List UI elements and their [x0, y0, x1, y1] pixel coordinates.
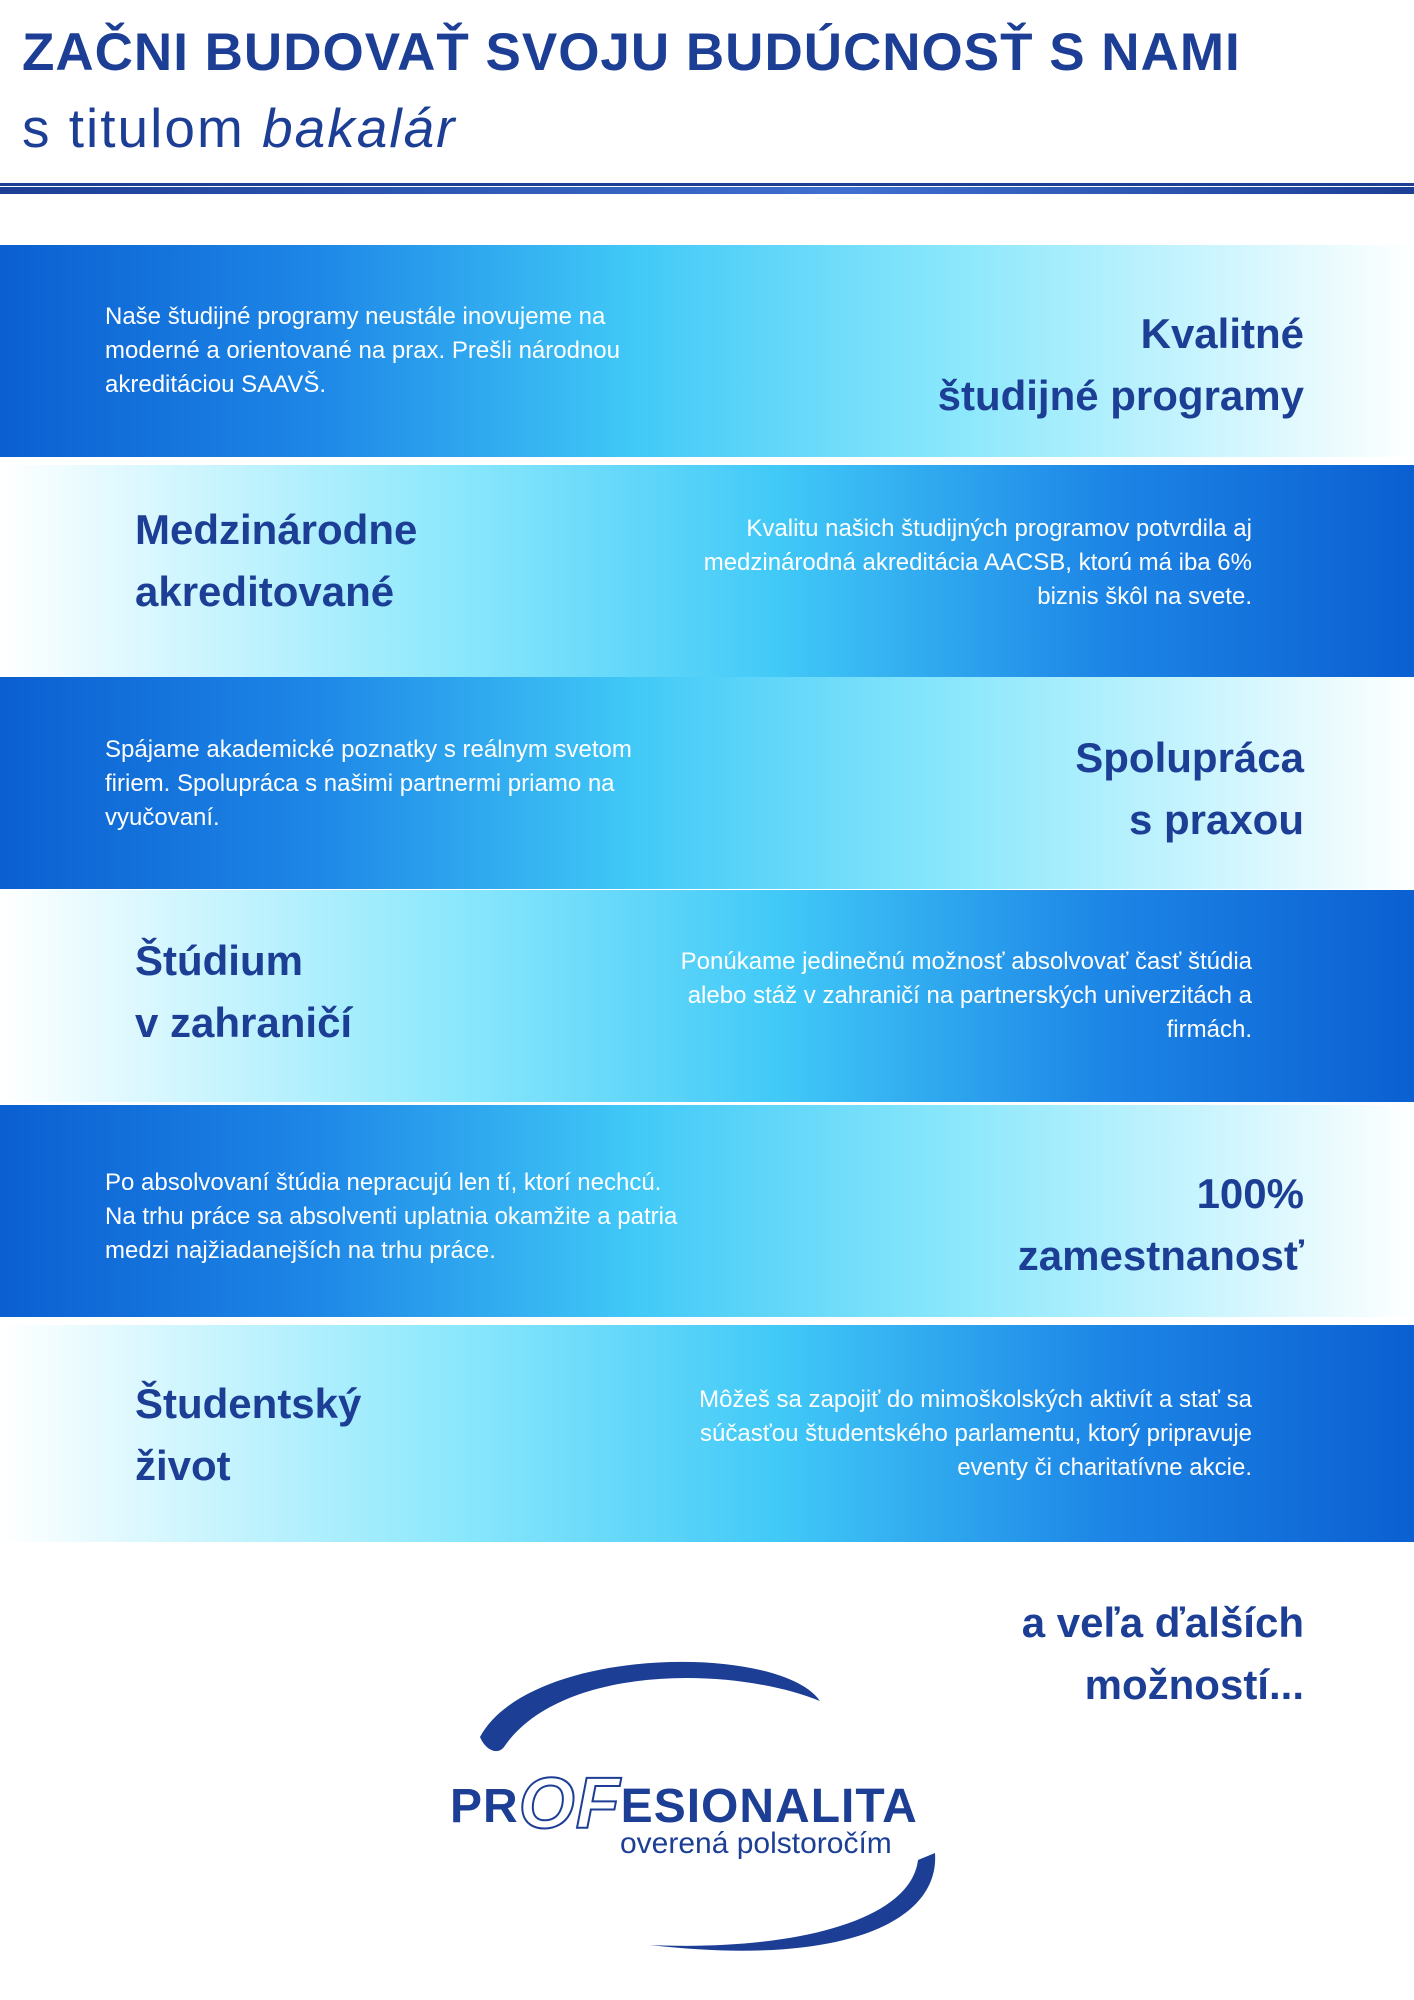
- band-heading: [1018, 1163, 1304, 1287]
- subtitle-emphasis: bakalár: [262, 97, 457, 159]
- band-description: Spájame akademické poznatky s reálnym svetom firiem. Spolupráca s našimi partnermi priamo na vyučovaní.: [105, 736, 632, 831]
- band-heading: [938, 303, 1304, 427]
- band-heading: [135, 1373, 361, 1497]
- band-heading-line1: Štúdium: [135, 937, 303, 984]
- band-heading-line1: Študentský: [135, 1380, 362, 1427]
- band-heading-line1: Medzinárodne: [135, 506, 418, 553]
- band-heading: [1075, 727, 1304, 851]
- band-description: Po absolvovaní štúdia nepracujú len tí, ktorí nechcú. Na trhu práce sa absolventi uplatnia okamžite a patria medzi najžiadanejších na trhu práce.: [105, 1169, 678, 1264]
- band-heading-line2: v zahraničí: [135, 999, 353, 1046]
- band-heading-line1: Kvalitné: [1140, 310, 1304, 357]
- header-divider-thin: [0, 183, 1414, 186]
- band-heading-line2: s praxou: [1128, 796, 1304, 843]
- header-divider-thick: [0, 187, 1414, 194]
- band-practice-cooperation: [0, 677, 1414, 889]
- page-subtitle: [22, 98, 456, 159]
- page-title: ZAČNI BUDOVAŤ SVOJU BUDÚCNOSŤ S NAMI: [22, 23, 1241, 82]
- page-header: [0, 0, 1414, 195]
- subtitle-prefix: s titulom: [22, 97, 263, 159]
- logo-prefix: PR: [450, 1780, 519, 1833]
- band-heading-line2: zamestnanosť: [1017, 1232, 1304, 1279]
- band-quality-programs: [0, 245, 1414, 457]
- band-heading-line2: študijné programy: [937, 372, 1304, 419]
- band-heading-line1: 100%: [1196, 1170, 1304, 1217]
- band-student-life: [0, 1325, 1414, 1542]
- closing-line2: možností...: [1084, 1661, 1304, 1708]
- logo-tagline: overená polstoročím: [620, 1827, 892, 1860]
- band-description: Naše študijné programy neustále inovujeme na moderné a orientované na prax. Prešli národnou akreditáciou SAAVŠ.: [105, 303, 620, 398]
- band-description: Ponúkame jedinečnú možnosť absolvovať časť štúdia alebo stáž v zahraničí na partnerských univerzitách a firmách.: [680, 948, 1252, 1043]
- band-description: Kvalitu našich študijných programov potvrdila aj medzinárodná akreditácia AACSB, ktorú má iba 6% biznis škôl na svete.: [703, 515, 1252, 610]
- closing-text: [1022, 1592, 1304, 1716]
- band-employment: [0, 1105, 1414, 1317]
- band-international-accreditation: [0, 465, 1414, 677]
- band-heading: [135, 930, 352, 1054]
- band-heading: [135, 499, 417, 623]
- logo-emphasis: OF: [518, 1764, 621, 1844]
- logo-suffix: ESIONALITA: [620, 1780, 918, 1833]
- band-heading-line2: akreditované: [135, 568, 395, 615]
- band-description: Môžeš sa zapojiť do mimoškolských aktivít a stať sa súčasťou študentského parlamentu, ktorý pripravuje eventy či charitatívne akcie.: [699, 1386, 1252, 1481]
- closing-line1: a veľa ďalších: [1021, 1599, 1304, 1646]
- band-heading-line1: Spolupráca: [1075, 734, 1304, 781]
- band-heading-line2: život: [135, 1442, 231, 1489]
- band-study-abroad: [0, 890, 1414, 1102]
- profesionalita-logo: [440, 1655, 980, 1955]
